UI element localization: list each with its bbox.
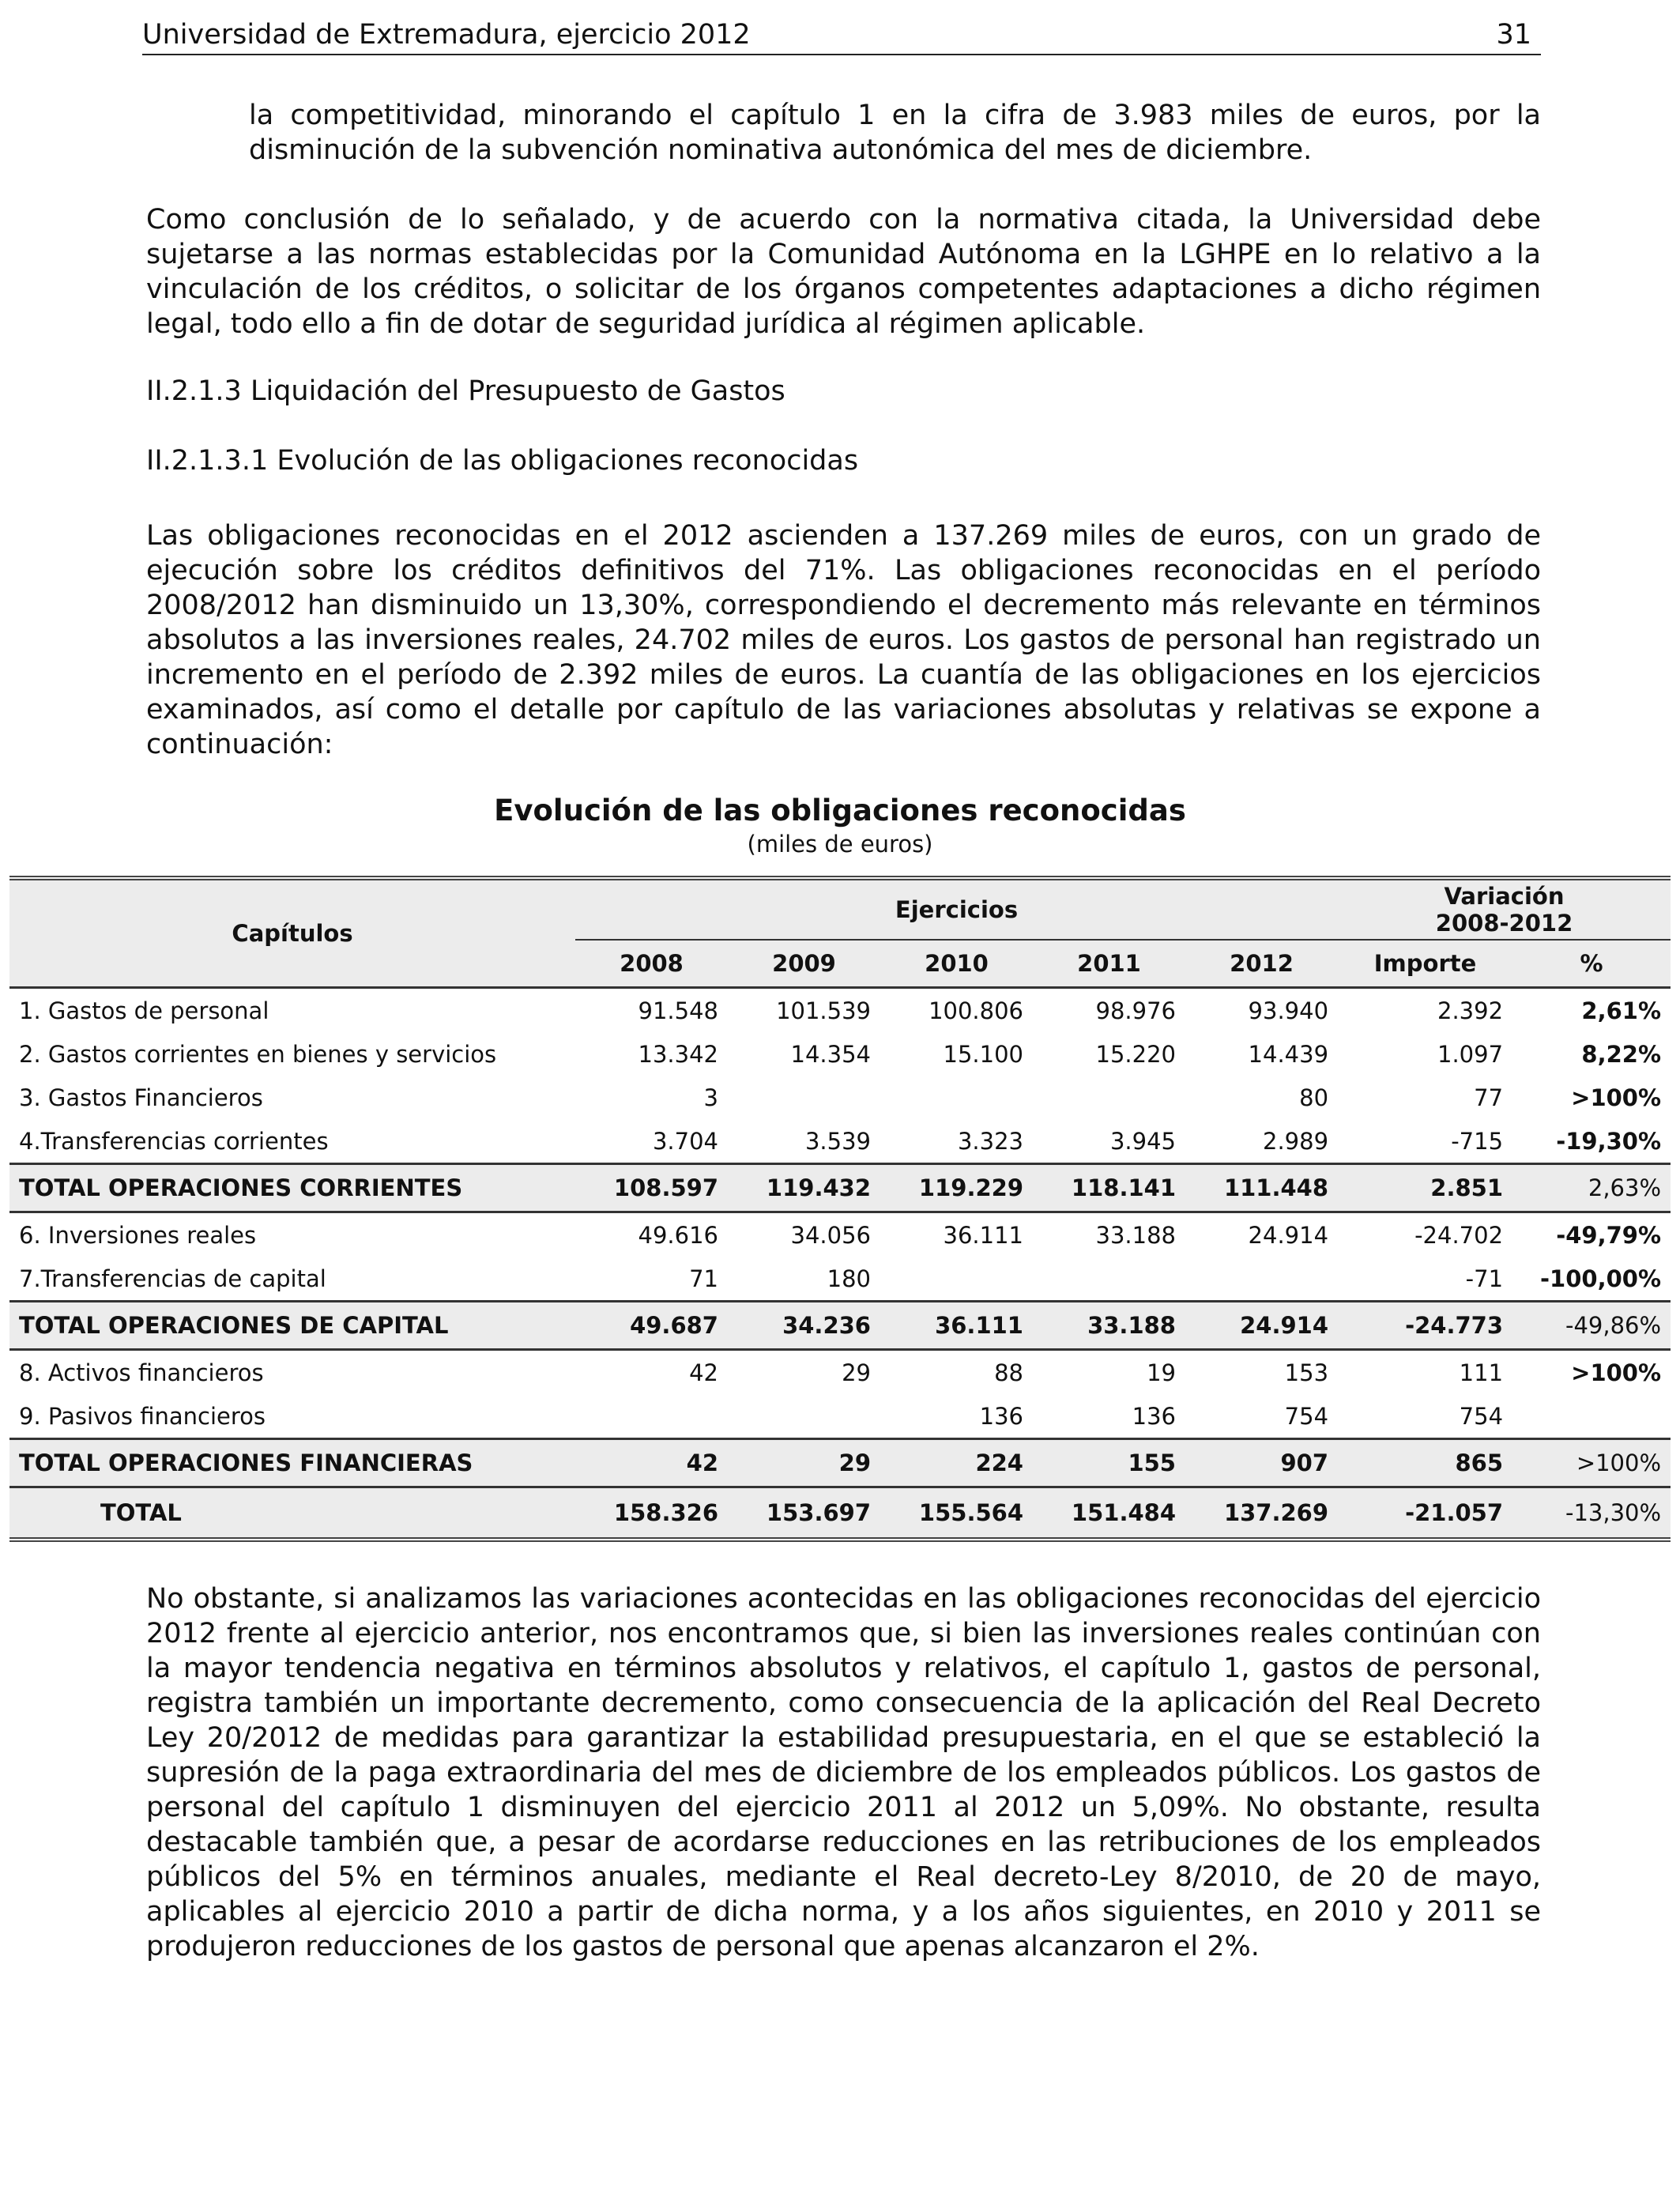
cell-2008: 3 [703, 1084, 718, 1111]
cell-2008: 3.704 [652, 1127, 718, 1155]
cell-2009: 29 [728, 1439, 880, 1487]
cell-2010: 100.806 [929, 997, 1023, 1024]
cell-2008: 71 [689, 1265, 718, 1292]
paragraph-4: No obstante, si analizamos las variaciones acontecidas en las obligaciones reconocidas del ejercicio 2012 frente al ejercicio anterior, nos encontramos que, si bien las inversiones reales continúan con la mayor tendencia negativa en términos absolutos y relativos, el capítulo 1, gastos de personal, registra también un importante decremento, como consecuencia de la aplicación del Real Decreto Ley 20/2012 de medidas para garantizar la estabilidad presupuestaria, en el que se estableció la supresión de la paga extraordinaria del mes de diciembre de los empleados públicos. Los gastos de personal del capítulo 1 disminuyen del ejercicio 2011 al 2012 un 5,09%. No obstante, resulta destacable también que, a pesar de acordarse reducciones en las retribuciones de los empleados públicos del 5% en términos anuales, mediante el Real decreto-Ley 8/2010, de 20 de mayo, aplicables al ejercicio 2010 a partir de dicha norma, y a los años siguientes, en 2010 y 2011 se produjeron reducciones de los gastos de personal que apenas alcanzaron el 2%. [146, 1583, 1541, 1962]
cell-pct: >100% [1512, 1439, 1671, 1487]
paragraph-3: Las obligaciones reconocidas en el 2012 ascienden a 137.269 miles de euros, con un grado de ejecución sobre los créditos definitivos del 71%. Las obligaciones reconocidas en el período 2008/2012 han disminuido un 13,30%, correspondiendo el decremento más relevante en términos absolutos a las inversiones reales, 24.702 miles de euros. Los gastos de personal han registrado un incremento en el período de 2.392 miles de euros. La cuantía de las obligaciones en los ejercicios examinados, así como el detalle por capítulo de las variaciones absolutas y relativas se expone a continuación: [146, 520, 1541, 760]
cell-importe: -21.057 [1338, 1487, 1512, 1540]
obligations-table [9, 876, 1671, 1542]
cell-pct: -100,00% [1540, 1265, 1662, 1292]
header-variacion-range: 2008-2012 [1435, 910, 1573, 937]
table-row [9, 1350, 1671, 1395]
paragraph-2: Como conclusión de lo señalado, y de acuerdo con la normativa citada, la Universidad debe sujetarse a las normas establecidas por la Comunidad Autónoma en la LGHPE en lo relativo a la vinculación de los créditos, o solicitar de los órganos competentes adaptaciones a dicho régimen legal, todo ello a fin de dotar de seguridad jurídica al régimen aplicable. [146, 204, 1541, 340]
header-ejercicios: Ejercicios [575, 878, 1338, 940]
cell-2008: 108.597 [575, 1164, 728, 1212]
cell-2010: 119.229 [880, 1164, 1033, 1212]
table-total-row [9, 1164, 1671, 1212]
cell-2012: 137.269 [1185, 1487, 1338, 1540]
cell-pct: 2,61% [1581, 997, 1662, 1024]
cell-2010 [880, 1257, 1033, 1302]
cell-importe: 111 [1459, 1359, 1504, 1386]
row-label: 9. Pasivos financieros [19, 1402, 266, 1430]
cell-pct: -49,86% [1512, 1302, 1671, 1350]
cell-2012: 24.914 [1248, 1221, 1329, 1249]
cell-pct: 2,63% [1512, 1164, 1671, 1212]
cell-2011: 118.141 [1033, 1164, 1185, 1212]
header-2008: 2008 [575, 940, 728, 988]
cell-2009: 180 [827, 1265, 871, 1292]
header-variacion-label: Variación [1444, 883, 1565, 910]
row-label: 7.Transferencias de capital [19, 1265, 326, 1292]
cell-importe: 77 [1474, 1084, 1504, 1111]
cell-2008: 13.342 [638, 1040, 718, 1068]
cell-pct: 8,22% [1581, 1040, 1662, 1068]
paragraph-1: la competitividad, minorando el capítulo 1 en la cifra de 3.983 miles de euros, por la disminución de la subvención nominativa autonómica del mes de diciembre. [249, 100, 1541, 166]
cell-2010: 15.100 [943, 1040, 1023, 1068]
cell-2012: 907 [1185, 1439, 1338, 1487]
cell-2011: 33.188 [1033, 1302, 1185, 1350]
header-capitulos: Capítulos [9, 878, 575, 988]
cell-2011: 33.188 [1095, 1221, 1176, 1249]
subsection-heading: II.2.1.3.1 Evolución de las obligaciones reconocidas [146, 445, 859, 477]
header-2010: 2010 [880, 940, 1033, 988]
row-label: 4.Transferencias corrientes [19, 1127, 329, 1155]
cell-importe: -24.773 [1338, 1302, 1512, 1350]
header-2011: 2011 [1033, 940, 1185, 988]
cell-2012: 24.914 [1185, 1302, 1338, 1350]
cell-2009 [728, 1076, 880, 1119]
table-total-row [9, 1302, 1671, 1350]
row-label: 8. Activos financieros [19, 1359, 264, 1386]
cell-2012: 111.448 [1185, 1164, 1338, 1212]
cell-2010: 136 [979, 1402, 1023, 1430]
cell-2011: 98.976 [1095, 997, 1176, 1024]
cell-2011: 151.484 [1033, 1487, 1185, 1540]
table-subtitle: (miles de euros) [747, 831, 933, 858]
cell-2012 [1185, 1257, 1338, 1302]
cell-2010: 224 [880, 1439, 1033, 1487]
cell-pct: -19,30% [1556, 1127, 1662, 1155]
row-label: TOTAL OPERACIONES DE CAPITAL [9, 1302, 575, 1350]
cell-2009: 29 [842, 1359, 871, 1386]
cell-2011: 3.945 [1109, 1127, 1176, 1155]
cell-importe: -715 [1451, 1127, 1504, 1155]
cell-2010: 3.323 [957, 1127, 1023, 1155]
cell-importe: 865 [1338, 1439, 1512, 1487]
cell-importe: 1.097 [1437, 1040, 1504, 1068]
document-title: Universidad de Extremadura, ejercicio 2012 [142, 19, 751, 51]
table-row [9, 1212, 1671, 1257]
cell-importe: -24.702 [1414, 1221, 1504, 1249]
cell-2010: 155.564 [880, 1487, 1033, 1540]
cell-2008: 42 [575, 1439, 728, 1487]
cell-2008: 42 [689, 1359, 718, 1386]
cell-pct: -13,30% [1512, 1487, 1671, 1540]
cell-2009: 101.539 [776, 997, 871, 1024]
row-label: 3. Gastos Financieros [19, 1084, 263, 1111]
cell-2008: 49.616 [638, 1221, 718, 1249]
header-2012: 2012 [1185, 940, 1338, 988]
cell-2011: 15.220 [1095, 1040, 1176, 1068]
table-row [9, 1394, 1671, 1439]
cell-2012: 80 [1299, 1084, 1329, 1111]
page-number: 31 [1496, 19, 1531, 51]
table-total-row [9, 1439, 1671, 1487]
cell-2012: 2.989 [1263, 1127, 1329, 1155]
table-row [9, 1076, 1671, 1119]
table-grand-total-row [9, 1487, 1671, 1540]
row-label: 1. Gastos de personal [19, 997, 269, 1024]
header-2009: 2009 [728, 940, 880, 988]
header-pct: % [1512, 940, 1671, 988]
cell-2010: 36.111 [943, 1221, 1023, 1249]
table-title: Evolución de las obligaciones reconocidas [494, 794, 1186, 827]
section-heading: II.2.1.3 Liquidación del Presupuesto de Gastos [146, 375, 785, 407]
cell-2011 [1033, 1076, 1185, 1119]
cell-2009: 14.354 [790, 1040, 871, 1068]
cell-2011: 136 [1132, 1402, 1176, 1430]
cell-pct: >100% [1571, 1084, 1662, 1111]
table-row [9, 988, 1671, 1033]
cell-pct [1512, 1394, 1671, 1439]
page-header [142, 16, 1541, 55]
cell-2011 [1033, 1257, 1185, 1302]
cell-2009 [728, 1394, 880, 1439]
cell-2011: 155 [1033, 1439, 1185, 1487]
row-label: 6. Inversiones reales [19, 1221, 257, 1249]
cell-2010: 88 [994, 1359, 1023, 1386]
cell-importe: -71 [1465, 1265, 1504, 1292]
cell-2010: 36.111 [880, 1302, 1033, 1350]
cell-2012: 93.940 [1248, 997, 1329, 1024]
cell-2008: 158.326 [575, 1487, 728, 1540]
cell-2010 [880, 1076, 1033, 1119]
cell-2008: 91.548 [638, 997, 718, 1024]
cell-2011: 19 [1147, 1359, 1176, 1386]
row-label: TOTAL OPERACIONES CORRIENTES [9, 1164, 575, 1212]
row-label: TOTAL [9, 1487, 575, 1540]
table-row [9, 1032, 1671, 1076]
row-label: TOTAL OPERACIONES FINANCIERAS [9, 1439, 575, 1487]
cell-pct: >100% [1571, 1359, 1662, 1386]
cell-pct: -49,79% [1556, 1221, 1662, 1249]
cell-2008 [575, 1394, 728, 1439]
cell-2009: 34.236 [728, 1302, 880, 1350]
header-variacion [1338, 878, 1671, 940]
cell-2009: 3.539 [804, 1127, 871, 1155]
cell-2012: 153 [1284, 1359, 1329, 1386]
cell-2012: 754 [1284, 1402, 1329, 1430]
cell-2012: 14.439 [1248, 1040, 1329, 1068]
cell-2008: 49.687 [575, 1302, 728, 1350]
table-row [9, 1119, 1671, 1164]
header-importe: Importe [1338, 940, 1512, 988]
cell-2009: 34.056 [790, 1221, 871, 1249]
cell-2009: 119.432 [728, 1164, 880, 1212]
cell-importe: 2.851 [1338, 1164, 1512, 1212]
cell-importe: 754 [1459, 1402, 1504, 1430]
cell-importe: 2.392 [1437, 997, 1504, 1024]
table-row [9, 1257, 1671, 1302]
cell-2009: 153.697 [728, 1487, 880, 1540]
row-label: 2. Gastos corrientes en bienes y servicios [19, 1040, 497, 1068]
